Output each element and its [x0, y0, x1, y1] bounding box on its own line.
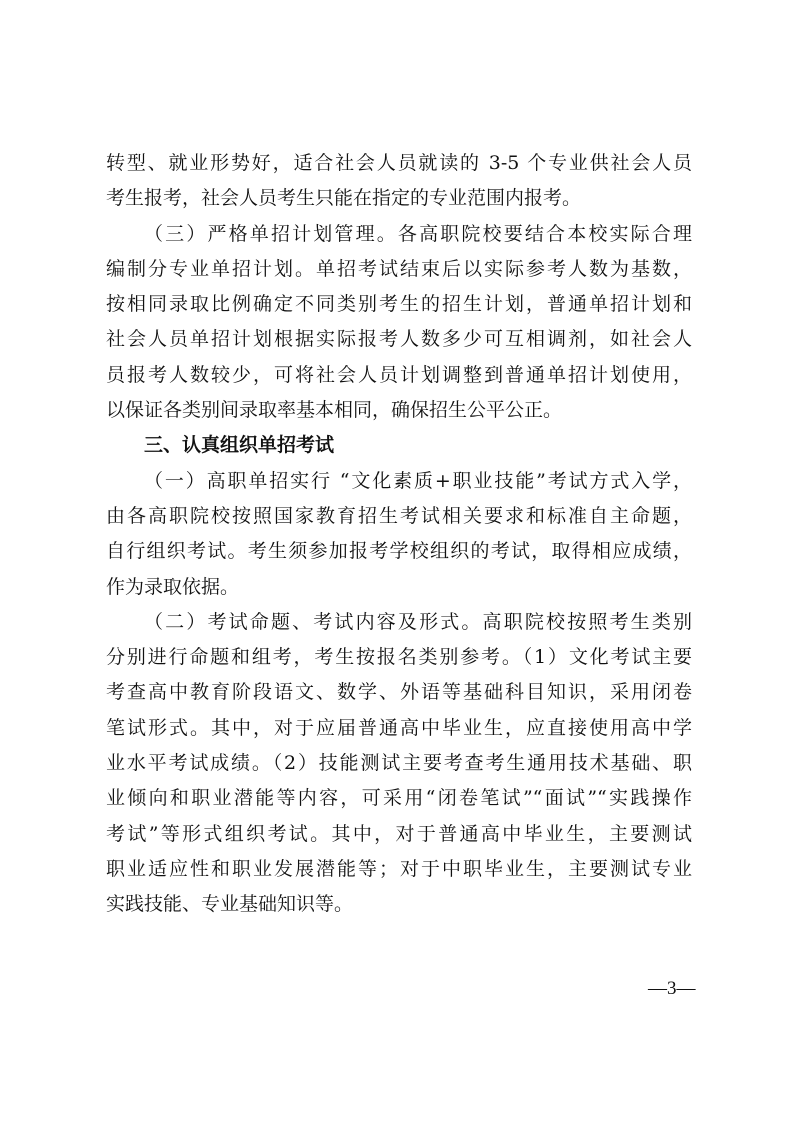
paragraph-line: 作为录取依据。	[106, 575, 240, 598]
paragraph-line: 考查高中教育阶段语文、数学、外语等基础科目知识，采用闭卷	[106, 681, 692, 704]
paragraph-line: （一）高职单招实行 “文化素质+职业技能”考试方式入学，	[144, 469, 692, 492]
paragraph-line: 考生报考，社会人员考生只能在指定的专业范围内报考。	[106, 187, 582, 210]
paragraph-line: 转型、就业形势好，适合社会人员就读的 3-5 个专业供社会人员	[106, 152, 692, 174]
paragraph-line: 自行组织考试。考生须参加报考学校组织的考试，取得相应成绩，	[106, 540, 692, 563]
paragraph-line: 由各高职院校按照国家教育招生考试相关要求和标准自主命题，	[106, 504, 692, 527]
paragraph-line: 实践技能、专业基础知识等。	[106, 893, 354, 916]
paragraph-line: 员报考人数较少，可将社会人员计划调整到普通单招计划使用，	[106, 363, 692, 386]
paragraph-line: 分别进行命题和组考，考生按报名类别参考。（1）文化考试主要	[106, 646, 692, 669]
paragraph-line: 职业适应性和职业发展潜能等；对于中职毕业生，主要测试专业	[106, 857, 692, 880]
paragraph-line: 业倾向和职业潜能等内容，可采用“闭卷笔试”“面试”“实践操作	[106, 787, 692, 810]
page-number: —3—	[648, 978, 696, 999]
paragraph-line: 业水平考试成绩。（2）技能测试主要考查考生通用技术基础、职	[106, 752, 692, 775]
paragraph-line: 笔试形式。其中，对于应届普通高中毕业生，应直接使用高中学	[106, 716, 692, 739]
paragraph-line: 考试”等形式组织考试。其中，对于普通高中毕业生，主要测试	[106, 822, 692, 845]
paragraph-line: 社会人员单招计划根据实际报考人数多少可互相调剂，如社会人	[106, 328, 692, 351]
body-text	[106, 146, 692, 923]
paragraph-line: 编制分专业单招计划。单招考试结束后以实际参考人数为基数，	[106, 257, 692, 280]
paragraph-line: 以保证各类别间录取率基本相同，确保招生公平公正。	[106, 399, 563, 422]
paragraph-line: 按相同录取比例确定不同类别考生的招生计划，普通单招计划和	[106, 293, 692, 316]
paragraph-line: （二）考试命题、考试内容及形式。高职院校按照考生类别	[144, 610, 692, 633]
section-heading: 三、认真组织单招考试	[144, 434, 335, 457]
paragraph-line: （三）严格单招计划管理。各高职院校要结合本校实际合理	[144, 222, 692, 245]
